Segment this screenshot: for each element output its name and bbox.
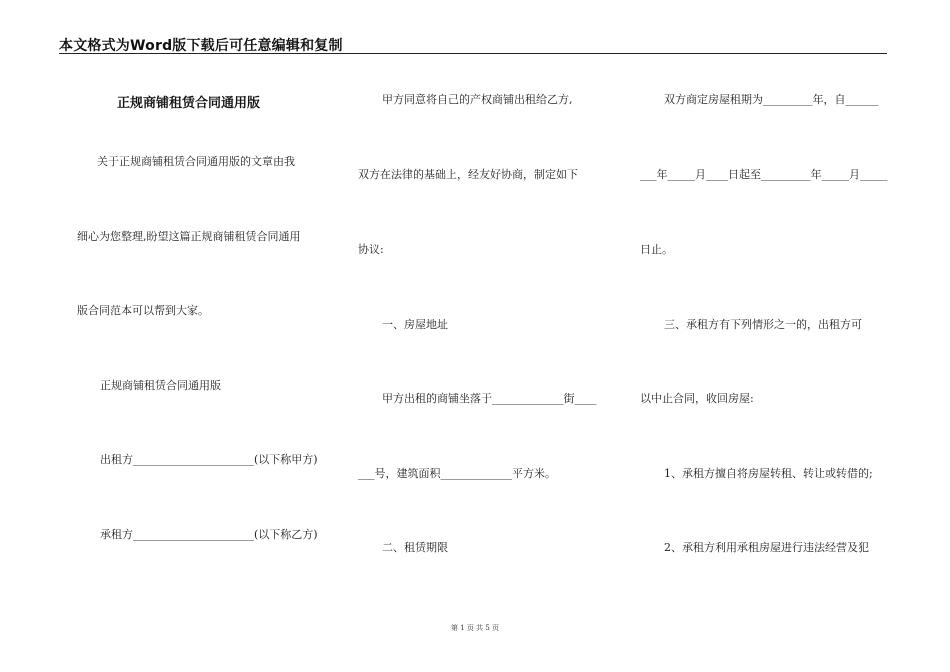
body-line: 关于正规商铺租赁合同通用版的文章由我 [97, 155, 295, 168]
document-header-title: 本文格式为Word版下载后可任意编辑和复制 [59, 38, 343, 54]
body-line: 版合同范本可以帮到大家。 [77, 304, 209, 317]
header-divider [59, 53, 887, 54]
lessee-line: 承租方______________________(以下称乙方) [100, 528, 318, 541]
body-line: 日止。 [640, 243, 673, 256]
body-line: ___号，建筑面积_____________平方米。 [358, 467, 556, 480]
list-item: 1、承租方擅自将房屋转租、转让或转借的; [664, 467, 873, 480]
section-heading: 一、房屋地址 [382, 318, 448, 331]
body-line: 细心为您整理,盼望这篇正规商铺租赁合同通用 [77, 230, 301, 243]
body-line: 双方在法律的基础上，经友好协商，制定如下 [358, 168, 578, 181]
body-line: 甲方出租的商铺坐落于_____________街____ [382, 392, 597, 405]
body-line: 协议: [358, 243, 384, 256]
section-heading: 三、承租方有下列情形之一的，出租方可 [664, 318, 862, 331]
list-item: 2、承租方利用承租房屋进行违法经营及犯 [664, 541, 869, 554]
lessor-line: 出租方______________________(以下称甲方) [100, 453, 318, 466]
body-line: 双方商定房屋租期为_________年，自______ [664, 93, 879, 106]
body-line: ___年_____月____日起至_________年_____月_____ [640, 168, 888, 181]
body-line: 甲方同意将自己的产权商铺出租给乙方, [382, 93, 573, 106]
body-line: 正规商铺租赁合同通用版 [100, 379, 221, 392]
page-number: 第 1 页 共 5 页 [450, 624, 500, 632]
body-line: 以中止合同，收回房屋: [640, 392, 754, 405]
document-title: 正规商铺租赁合同通用版 [117, 96, 261, 111]
section-heading: 二、租赁期限 [382, 541, 448, 554]
